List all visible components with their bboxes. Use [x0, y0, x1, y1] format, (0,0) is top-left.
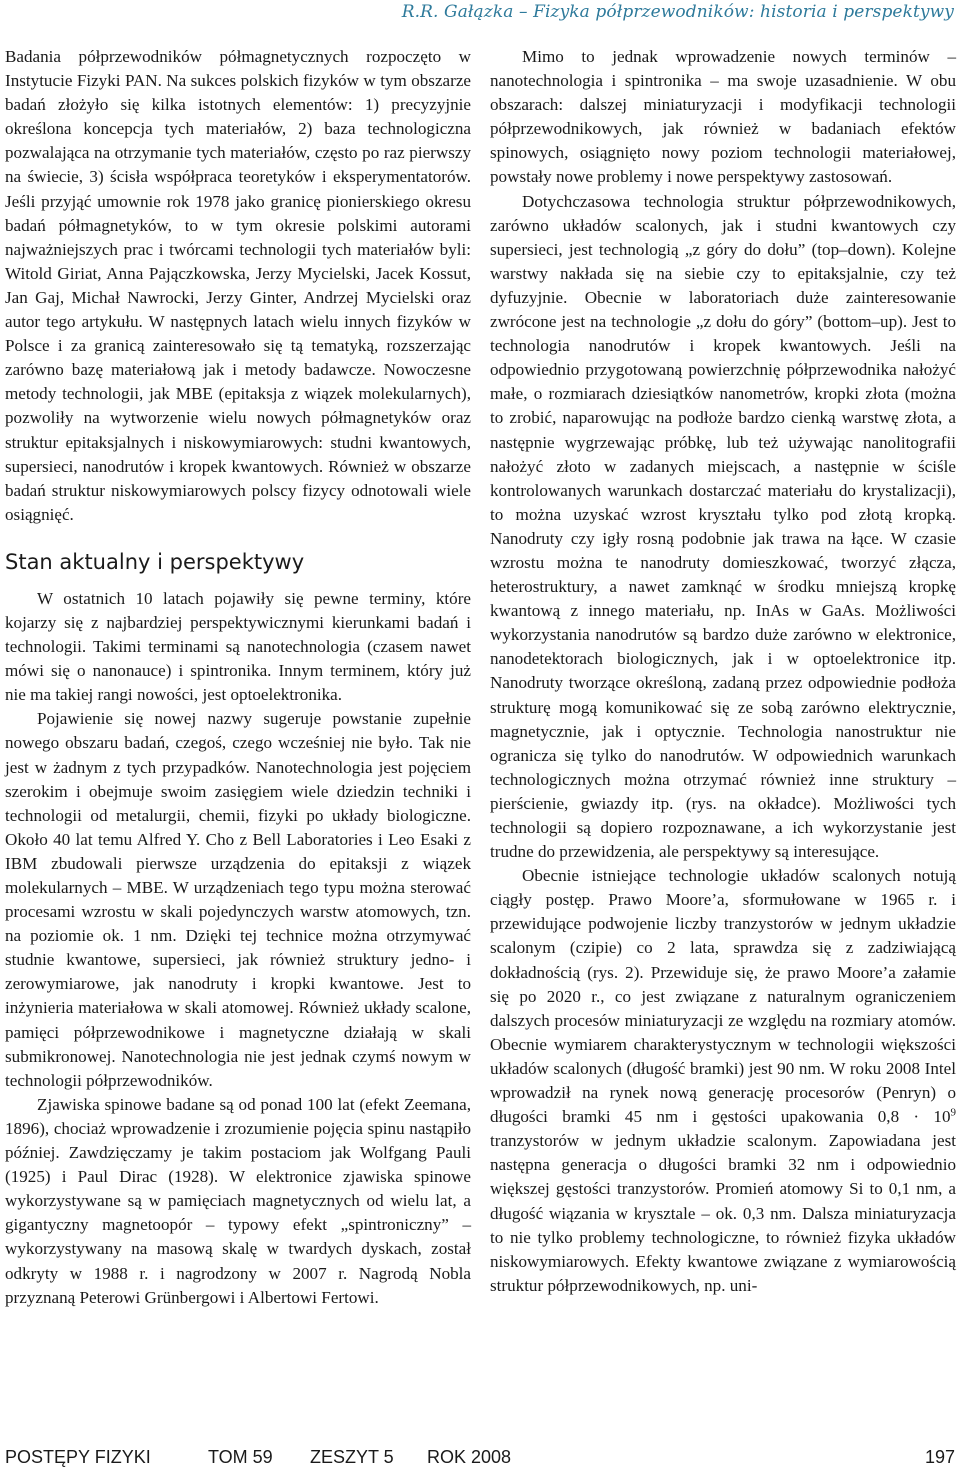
year-label: ROK 2008 — [427, 1447, 512, 1467]
journal-name: POSTĘPY FIZYKI — [5, 1447, 151, 1467]
paragraph: Pojawienie się nowej nazwy sugeruje powstanie zupełnie nowego obszaru badań, czegoś, czego wcześniej nie było. Tak nie jest w żadnym z tych przypadków. Nanotechnologia jest pojęciem szerokim i obejmuje swoim zasięgiem wiele dziedzin techniki i technologii od metalurgii, chemii, fizyki po układy biologiczne. Około 40 lat temu Alfred Y. Cho z Bell Laboratories i Leo Esaki z IBM zbudowali pierwsze urządzenia do epitaksji z wiązek molekularnych – MBE. W urządzeniach tego typu można sterować procesami wzrostu w skali pojedynczych warstw atomowych, tzn. na poziomie ok. 1 nm. Dzięki tej technice można otrzymywać studnie kwantowe, supersieci, jak również struktury jedno- i zerowymiarowe, jak nanodruty i kropki kwantowe. Jest to inżynieria materiałowa w skali atomowej. Również układy scalone, pamięci półprzewodnikowe i magnetyczne działają w skali submikronowej. Nanotechnologia nie jest jednak czymś nowym w technologii półprzewodników. — [5, 709, 471, 1090]
running-header: R.R. Gałązka – Fizyka półprzewodników: historia i perspektywy — [401, 2, 954, 22]
page-number: 197 — [924, 1447, 955, 1467]
volume-label: TOM 59 — [208, 1447, 273, 1467]
right-column — [490, 45, 956, 1298]
paragraph: Zjawiska spinowe badane są od ponad 100 lat (efekt Zeemana, 1896), chociaż wprowadzenie i zrozumienie pojęcia spinu nastąpiło później. Zawdzięczamy je takim postaciom jak Wolfgang Pauli (1925) i Paul Dirac (1928). W elektronice zjawiska spinowe wykorzystywane są w pamięciach magnetycznych od wielu lat, a gigantyczny magnetoopór – typowy efekt „spintroniczny” – wykorzystywany na masową skalę w twardych dyskach, został odkryty w 1988 r. i nagrodzony w 2007 r. Nagrodą Nobla przyznaną Peterowi Grünbergowi i Albertowi Fertowi. — [5, 1094, 471, 1307]
paragraph: Dotychczasowa technologia struktur półprzewodnikowych, zarówno układów scalonych, jak i studni kwantowych czy supersieci, jest technologią „z góry do dołu” (top–down). Kolejne warstwy nakłada się na siebie czy to epitaksjalnie, czy też dyfuzyjnie. Obecnie w laboratoriach duże zainteresowanie zwrócone jest na technologie „z dołu do góry” (bottom–up). Jest to technologia nanodrutów i kropek kwantowych. Jeśli na odpowiednio przygotowaną powierzchnię półprzewodnika nałożyć małe, o rozmiarach dziesiątków nanometrów, kropki złota (można to zrobić, naparowując na podłoże bardzo cienką warstwę złota, a następnie wygrzewając próbkę, lub też używając nanolitografii nałożyć złoto w zadanych miejscach, a następnie w ściśle kontrolowanych warunkach dostarczać materiału do krystalizacji), to można uzyskać wzrost kryształu tylko pod złotą kropką. Nanodruty czy igły rosną podobnie jak trawa na łące. W czasie wzrostu można te nanodruty domieszkować, tworzyć złącza, heterostruktury, a nawet zamknąć w środku mniejszą kropkę kwantową z innego materiału, np. InAs w GaAs. Możliwości wykorzystania nanodrutów są bardzo duże zarówno w elektronice, nanodetektorach biologicznych, jak i w optoelektronice itp. Nanodruty tworzące określoną, zadaną przez odpowiednie podłoża strukturę mogą komunikować się ze sobą zarówno elektrycznie, magnetycznie, jak i optycznie. Technologia nanostruktur nie ogranicza się tylko do nanodrutów. W odpowiednich warunkach technologicznych można otrzymać również inne struktury – pierścienie, gwiazdy itp. (rys. na okładce). Możliwości tych technologii są dopiero rozpoznawane, a ich wykorzystanie jest trudne do przewidzenia, ale perspektywy są interesujące. — [490, 191, 956, 862]
paragraph-moore-law — [490, 864, 956, 1298]
exponent: 9 — [950, 1106, 956, 1119]
moore-text-after: tranzystorów w jednym układzie scalonym. Zapowiadana jest następna generacja o długości bramki 32 nm i odpowiednio większej gęstości tranzystorów. Promień atomowy Si to 0,1 nm, a długość wiązania w krysztale – ok. 0,3 nm. Dalsza miniaturyzacja to nie tylko problemy technologiczne, to również fizyka układów niskowymiarowych. Efekty kwantowe związane z wymiarowością struktur półprzewodnikowych, np. uni- — [490, 1131, 956, 1295]
paragraph: W ostatnich 10 latach pojawiły się pewne terminy, które kojarzy się z najbardziej perspektywicznymi kierunkami badań i technologii. Takimi terminami są nanotechnologia (czasem nawet mówi się o nanonauce) i spintronika. Innym terminem, który już nie ma takiej rangi nowości, jest optoelektronika. — [5, 588, 471, 705]
section-heading: Stan aktualny i perspektywy — [5, 549, 305, 574]
moore-text-before: Obecnie istniejące technologie układów scalonych notują ciągły postęp. Prawo Moore’a, sformułowane w 1965 r. i przewidujące podwojenie liczby tranzystorów w jednym układzie scalonym (czipie) co 2 lata, sprawdza się z zadziwiającą dokładnością (rys. 2). Przewiduje się, że prawo Moore’a załamie się po 2020 r., co jest związane z naturalnym ograniczeniem dalszych procesów miniaturyzacji ze względu na rozmiary atomów. Obecnie wymiarem charakterystycznym w technologii większości układów scalonych (długość bramki) jest 90 nm. W roku 2008 Intel wprowadził na rynek nową generację procesorów (Penryn) o długości bramki 45 nm i gęstości upakowania 0,8 · 10 — [490, 866, 956, 1127]
issue-label: ZESZYT 5 — [310, 1447, 394, 1467]
left-column — [5, 45, 471, 1310]
paragraph: Mimo to jednak wprowadzenie nowych terminów – nanotechnologia i spintronika – ma swoje uzasadnienie. W obu obszarach: dalszej miniaturyzacji i modyfikacji technologii półprzewodnikowych, jak również w badaniach efektów spinowych, osiągnięto nowy poziom technologii materiałowej, powstały nowe problemy i nowe perspektywy zastosowań. — [490, 47, 956, 187]
paragraph: Badania półprzewodników półmagnetycznych rozpoczęto w Instytucie Fizyki PAN. Na sukces polskich fizyków w tym obszarze badań złożyło się kilka istotnych elementów: 1) precyzyjnie określona koncepcja tych materiałów, 2) baza technologiczna pozwalająca na otrzymanie tych materiałów, często po raz pierwszy na świecie, 3) ścisła współpraca teoretyków i eksperymentatorów. Jeśli przyjąć umownie rok 1978 jako granicę pionierskiego okresu badań półmagnetyków, to w tym okresie polskimi autorami najważniejszych prac i twórcami technologii tych materiałów byli: Witold Giriat, Anna Pajączkowska, Jerzy Mycielski, Jacek Kossut, Jan Gaj, Michał Nawrocki, Jerzy Ginter, Andrzej Mycielski oraz autor tego artykułu. W następnych latach wielu innych fizyków w Polsce i za granicą zainteresowało się tą tematyką, rozszerzając zarówno bazę materiałową jak i metody badawcze. Nowoczesne metody technologii, jak MBE (epitaksja z wiązek molekularnych), pozwoliły na wytworzenie wielu nowych półmagnetyków oraz struktur epitaksjalnych i niskowymiarowych: studni kwantowych, supersieci, nanodrutów i kropek kwantowych. Również w obszarze badań struktur niskowymiarowych polscy fizycy odnotowali wiele osiągnięć. — [5, 47, 471, 524]
